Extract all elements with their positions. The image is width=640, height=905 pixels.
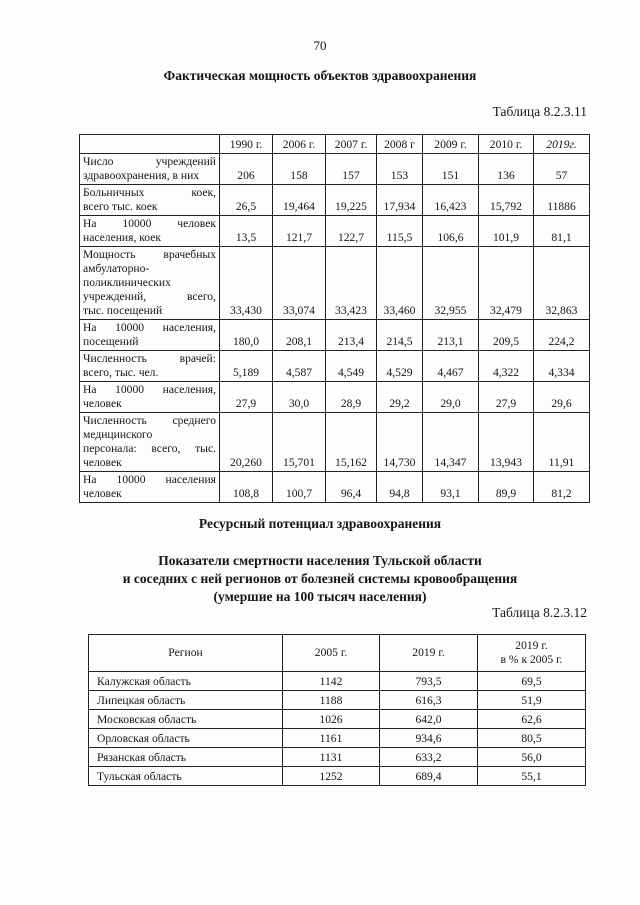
value-cell: 4,529 (377, 351, 423, 382)
row-label-line: Численность врачей: (83, 352, 216, 365)
row-label (80, 382, 220, 413)
col-pct-line1: 2019 г. (515, 639, 548, 652)
value-cell: 153 (377, 154, 423, 185)
table-row (89, 710, 586, 729)
value-cell: 89,9 (479, 472, 534, 503)
col-2019: 2019 г. (380, 635, 478, 672)
value-2005-cell: 1252 (283, 767, 380, 786)
value-cell: 101,9 (479, 216, 534, 247)
value-cell: 13,5 (220, 216, 273, 247)
table-row (89, 767, 586, 786)
row-label-line: На 10000 человек (83, 217, 216, 230)
value-cell: 96,4 (326, 472, 377, 503)
value-cell: 17,934 (377, 185, 423, 216)
row-label-line: тыс. посещений (83, 304, 163, 317)
value-cell: 15,792 (479, 185, 534, 216)
value-cell: 15,701 (273, 413, 326, 472)
value-cell: 30,0 (273, 382, 326, 413)
value-cell: 14,730 (377, 413, 423, 472)
percent-cell: 80,5 (478, 729, 586, 748)
value-2005-cell: 1026 (283, 710, 380, 729)
region-cell: Липецкая область (89, 691, 283, 710)
row-label-line: здравоохранения, в них (83, 169, 200, 182)
value-cell: 57 (534, 154, 590, 185)
percent-cell: 69,5 (478, 672, 586, 691)
row-label-line: Число учреждений (83, 155, 216, 168)
row-label (80, 472, 220, 503)
value-cell: 29,2 (377, 382, 423, 413)
table-row (89, 729, 586, 748)
table-row (80, 320, 590, 351)
header-label-cell (80, 135, 220, 154)
value-cell: 29,0 (423, 382, 479, 413)
table-row (80, 247, 590, 320)
value-cell: 157 (326, 154, 377, 185)
region-cell: Тульская область (89, 767, 283, 786)
row-label-line: населения, коек (83, 231, 162, 244)
row-label (80, 154, 220, 185)
value-cell: 180,0 (220, 320, 273, 351)
value-cell: 4,549 (326, 351, 377, 382)
region-cell: Московская область (89, 710, 283, 729)
value-2019-cell: 616,3 (380, 691, 478, 710)
value-2019-cell: 793,5 (380, 672, 478, 691)
header-year-cell: 2007 г. (326, 135, 377, 154)
row-label-line: учреждений, всего, (83, 290, 216, 303)
value-2019-cell: 689,4 (380, 767, 478, 786)
table-row (80, 154, 590, 185)
region-cell: Калужская область (89, 672, 283, 691)
header-year-cell: 2009 г. (423, 135, 479, 154)
value-cell: 33,423 (326, 247, 377, 320)
header-year-cell: 1990 г. (220, 135, 273, 154)
row-label (80, 216, 220, 247)
region-cell: Орловская область (89, 729, 283, 748)
section2-subtitle-3: (умершие на 100 тысяч населения) (213, 589, 427, 604)
header-year-cell: 2019г. (534, 135, 590, 154)
row-label (80, 351, 220, 382)
row-label-line: человек (83, 456, 122, 469)
value-cell: 27,9 (220, 382, 273, 413)
value-cell: 33,074 (273, 247, 326, 320)
table-row (80, 351, 590, 382)
capacity-table-header (80, 135, 590, 154)
value-cell: 4,322 (479, 351, 534, 382)
value-cell: 13,943 (479, 413, 534, 472)
mortality-table (88, 634, 586, 786)
value-cell: 94,8 (377, 472, 423, 503)
value-2005-cell: 1161 (283, 729, 380, 748)
section2-subtitle-1: Показатели смертности населения Тульской области (158, 553, 482, 568)
value-cell: 151 (423, 154, 479, 185)
percent-cell: 62,6 (478, 710, 586, 729)
row-label-line: На 10000 населения (83, 473, 216, 486)
value-cell: 20,260 (220, 413, 273, 472)
row-label-line: поликлинических (83, 276, 171, 289)
row-label-line: человек (83, 397, 122, 410)
value-cell: 19,225 (326, 185, 377, 216)
table-row (89, 672, 586, 691)
value-cell: 224,2 (534, 320, 590, 351)
value-cell: 5,189 (220, 351, 273, 382)
value-cell: 115,5 (377, 216, 423, 247)
value-2019-cell: 934,6 (380, 729, 478, 748)
value-cell: 108,8 (220, 472, 273, 503)
row-label-line: Больничных коек, (83, 186, 216, 199)
row-label-line: На 10000 населения, (83, 383, 216, 396)
value-cell: 4,587 (273, 351, 326, 382)
value-cell: 136 (479, 154, 534, 185)
value-cell: 121,7 (273, 216, 326, 247)
table-row (80, 216, 590, 247)
value-cell: 209,5 (479, 320, 534, 351)
value-cell: 29,6 (534, 382, 590, 413)
table-row (80, 382, 590, 413)
table-row (89, 748, 586, 767)
capacity-table (79, 134, 590, 503)
value-2005-cell: 1188 (283, 691, 380, 710)
value-cell: 206 (220, 154, 273, 185)
row-label-line: всего, тыс. чел. (83, 366, 159, 379)
percent-cell: 51,9 (478, 691, 586, 710)
value-cell: 11,91 (534, 413, 590, 472)
row-label (80, 320, 220, 351)
header-year-cell: 2006 г. (273, 135, 326, 154)
value-cell: 33,430 (220, 247, 273, 320)
value-2005-cell: 1131 (283, 748, 380, 767)
row-label-line: амбулаторно- (83, 262, 150, 275)
value-cell: 32,955 (423, 247, 479, 320)
value-cell: 14,347 (423, 413, 479, 472)
value-2019-cell: 642,0 (380, 710, 478, 729)
row-label-line: медицинского (83, 428, 153, 441)
value-cell: 19,464 (273, 185, 326, 216)
value-cell: 81,2 (534, 472, 590, 503)
table-row (80, 185, 590, 216)
row-label (80, 413, 220, 472)
value-cell: 93,1 (423, 472, 479, 503)
value-cell: 15,162 (326, 413, 377, 472)
col-pct-line2: в % к 2005 г. (500, 653, 563, 666)
page-number: 70 (313, 38, 327, 53)
row-label-line: человек (83, 487, 122, 500)
table-row (80, 472, 590, 503)
row-label-line: Численность среднего (83, 414, 216, 427)
value-cell: 81,1 (534, 216, 590, 247)
section1-title: Фактическая мощность объектов здравоохранения (163, 68, 477, 83)
table-row (80, 413, 590, 472)
value-cell: 208,1 (273, 320, 326, 351)
value-cell: 27,9 (479, 382, 534, 413)
col-pct (478, 635, 586, 672)
value-cell: 213,4 (326, 320, 377, 351)
value-cell: 4,467 (423, 351, 479, 382)
row-label (80, 247, 220, 320)
col-2005: 2005 г. (283, 635, 380, 672)
row-label-line: всего тыс. коек (83, 200, 158, 213)
region-cell: Рязанская область (89, 748, 283, 767)
value-2005-cell: 1142 (283, 672, 380, 691)
value-cell: 122,7 (326, 216, 377, 247)
value-cell: 11886 (534, 185, 590, 216)
value-cell: 4,334 (534, 351, 590, 382)
value-2019-cell: 633,2 (380, 748, 478, 767)
value-cell: 33,460 (377, 247, 423, 320)
percent-cell: 56,0 (478, 748, 586, 767)
value-cell: 26,5 (220, 185, 273, 216)
table2-caption: Таблица 8.2.3.12 (492, 605, 587, 620)
row-label-line: Мощность врачебных (83, 248, 216, 261)
table1-caption: Таблица 8.2.3.11 (492, 104, 587, 119)
mortality-table-header (89, 635, 586, 672)
col-region: Регион (89, 635, 283, 672)
header-year-cell: 2010 г. (479, 135, 534, 154)
value-cell: 100,7 (273, 472, 326, 503)
row-label-line: персонала: всего, тыс. (83, 442, 216, 455)
section2-title: Ресурсный потенциал здравоохранения (198, 516, 442, 531)
value-cell: 106,6 (423, 216, 479, 247)
value-cell: 158 (273, 154, 326, 185)
value-cell: 214,5 (377, 320, 423, 351)
row-label-line: На 10000 населения, (83, 321, 216, 334)
value-cell: 213,1 (423, 320, 479, 351)
value-cell: 16,423 (423, 185, 479, 216)
value-cell: 32,863 (534, 247, 590, 320)
percent-cell: 55,1 (478, 767, 586, 786)
value-cell: 28,9 (326, 382, 377, 413)
value-cell: 32,479 (479, 247, 534, 320)
header-year-cell: 2008 г (377, 135, 423, 154)
row-label-line: посещений (83, 335, 139, 348)
row-label (80, 185, 220, 216)
table-row (89, 691, 586, 710)
section2-subtitle-2: и соседних с ней регионов от болезней системы кровообращения (122, 571, 518, 586)
